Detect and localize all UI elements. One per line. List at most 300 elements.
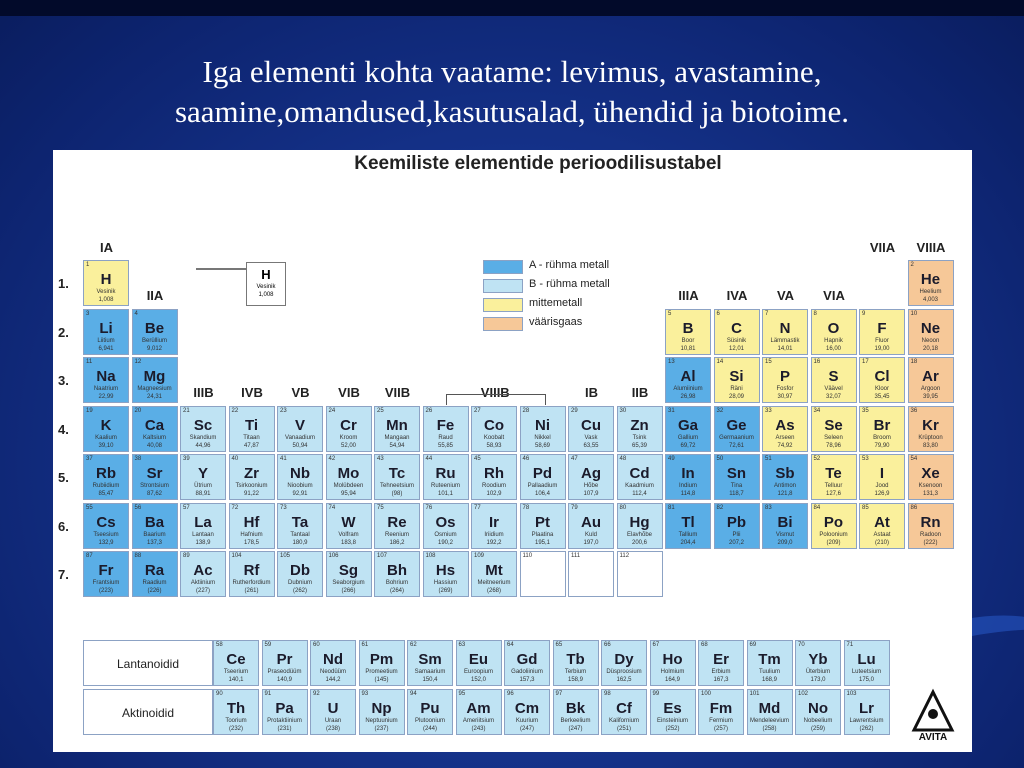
atomic-number: 103: [846, 690, 857, 697]
element-name: Luteetsium: [851, 669, 882, 675]
element-name: Tseesium: [93, 531, 119, 538]
element-name: Tallium: [678, 531, 698, 538]
element-cell-Pt: [520, 503, 566, 549]
group-label: VA: [776, 288, 795, 303]
atomic-number: 102: [798, 690, 809, 697]
atomic-mass: (222): [923, 539, 938, 546]
element-cell-N: [762, 309, 808, 355]
element-symbol: Rb: [96, 465, 116, 482]
element-name: Kalifornium: [608, 717, 639, 724]
slide-title-line-1: Iga elementi kohta vaatame: levimus, avastamine,: [202, 54, 822, 89]
series-cell-Sm: [407, 640, 453, 686]
group-label: VIIA: [869, 239, 896, 255]
atomic-number: 108: [425, 553, 436, 559]
group-label: VIIIB: [480, 385, 510, 400]
period-label: 3.: [58, 373, 69, 388]
element-symbol: Am: [466, 699, 491, 717]
element-name: Titaan: [243, 434, 260, 441]
series-cell-Pr: [262, 640, 308, 686]
element-symbol: Cu: [581, 416, 601, 434]
element-cell-Ac: [180, 551, 226, 597]
element-name: Nioobium: [287, 483, 313, 489]
element-symbol: Zr: [244, 465, 259, 482]
element-name: Mendeleevium: [749, 717, 790, 724]
element-name: Indium: [678, 483, 697, 489]
atomic-mass: 72,61: [728, 442, 744, 449]
element-cell-Se: [811, 406, 857, 452]
series-cell-Cm: [504, 689, 550, 735]
atomic-number: 39: [183, 456, 190, 462]
series-cell-Am: [456, 689, 502, 735]
series-cell-Er: [698, 640, 744, 686]
series-cell-Ho: [650, 640, 696, 686]
element-name: Uraan: [324, 717, 342, 724]
atomic-mass: 121,8: [777, 491, 793, 497]
element-name: Telluur: [824, 483, 843, 489]
atomic-mass: 138,9: [195, 539, 211, 546]
element-symbol: Ra: [144, 562, 165, 579]
element-cell-Br: [859, 406, 905, 452]
atomic-number: 22: [231, 407, 239, 414]
element-cell-Tc: [374, 454, 420, 500]
atomic-number: 18: [910, 359, 918, 365]
element-symbol: Cs: [96, 513, 116, 531]
element-cell-Si: [714, 357, 760, 403]
period-label: 2.: [58, 324, 69, 340]
element-cell-Tl: [665, 503, 711, 549]
element-cell-Ba: [132, 503, 178, 549]
atomic-number: 24: [328, 407, 336, 414]
element-name: Iriidium: [484, 531, 504, 538]
element-symbol: Lu: [857, 651, 876, 668]
atomic-number: 70: [798, 642, 805, 648]
element-name: Promeetium: [365, 669, 398, 675]
series-cell-Lr: [844, 689, 890, 735]
atomic-mass: 19,00: [874, 345, 890, 352]
element-name: Krüptoon: [918, 434, 943, 441]
element-name: Lämmastik: [770, 337, 800, 344]
series-cell-Th: [213, 689, 259, 735]
element-symbol: Xe: [921, 465, 940, 482]
element-symbol: Db: [290, 562, 310, 579]
element-symbol: Na: [96, 368, 116, 385]
element-name: Nobeelium: [803, 717, 833, 724]
element-cell-Cu: [568, 406, 614, 452]
element-name: Naatrium: [93, 386, 119, 392]
atomic-number: 41: [280, 456, 287, 462]
atomic-mass: 4,003: [922, 297, 938, 303]
atomic-number: 1: [86, 262, 90, 268]
atomic-mass: (247): [519, 725, 534, 732]
element-name: Kaalium: [95, 434, 117, 441]
element-symbol: Tc: [388, 465, 406, 482]
element-cell-Cd: [617, 454, 663, 500]
atomic-number: 23: [280, 407, 287, 414]
element-name: Molübdeen: [333, 483, 364, 489]
atomic-mass: 14,01: [777, 345, 793, 352]
element-name: Vanaadium: [285, 434, 315, 441]
element-symbol: Os: [435, 513, 456, 531]
element-name: Kuld: [584, 531, 597, 538]
atomic-mass: 102,9: [486, 491, 502, 497]
series-cell-Cf: [601, 689, 647, 735]
element-name: Fosfor: [776, 386, 794, 392]
element-symbol: Np: [371, 699, 392, 717]
element-name: Elavhõbe: [626, 531, 653, 538]
atomic-number: 25: [377, 407, 384, 414]
element-cell-Re: [374, 503, 420, 549]
atomic-mass: 24,31: [146, 394, 162, 400]
atomic-number: 90: [216, 690, 223, 697]
atomic-number: 61: [361, 642, 369, 648]
element-symbol: Pd: [532, 465, 553, 482]
series-cell-Lu: [844, 640, 890, 686]
atomic-mass: 69,72: [680, 442, 696, 449]
element-name: Kroom: [339, 434, 358, 441]
element-symbol: Se: [824, 416, 843, 434]
atomic-mass: 26,98: [680, 394, 696, 400]
atomic-mass: 54,94: [389, 442, 405, 449]
group-label: VIIIA: [916, 239, 946, 255]
series-cell-Tm: [747, 640, 793, 686]
atomic-number: 52: [813, 456, 821, 462]
element-symbol: No: [808, 699, 828, 717]
element-symbol: S: [828, 368, 839, 385]
element-name: Osmium: [434, 531, 457, 538]
atomic-number: 72: [231, 504, 239, 511]
atomic-number: 14: [716, 359, 724, 365]
series-cell-Bk: [553, 689, 599, 735]
atomic-mass: 144,2: [325, 677, 341, 683]
element-name: Kloor: [874, 386, 889, 392]
element-symbol: V: [294, 416, 305, 434]
atomic-mass: 79,90: [874, 442, 890, 449]
atomic-number: 65: [555, 642, 563, 648]
atomic-number: 62: [410, 642, 417, 648]
element-name: Fermium: [709, 717, 733, 724]
atomic-number: 80: [619, 504, 627, 511]
element-symbol: Sb: [775, 465, 795, 482]
element-name: Ameriitsium: [462, 717, 495, 724]
atomic-mass: 16,00: [825, 345, 841, 352]
atomic-mass: 118,7: [729, 491, 744, 497]
key-mass: 1,008: [258, 292, 274, 298]
element-cell-112: [617, 551, 663, 597]
element-name: Broom: [873, 434, 891, 441]
atomic-number: 49: [668, 456, 675, 462]
element-symbol: Sn: [726, 465, 747, 482]
element-symbol: Rf: [243, 562, 260, 579]
atomic-number: 53: [862, 456, 869, 462]
element-cell-Al: [665, 357, 711, 403]
atomic-number: 92: [313, 690, 320, 697]
element-symbol: P: [779, 368, 790, 385]
element-name: Hapnik: [824, 337, 843, 344]
element-cell-Ag: [568, 454, 614, 500]
element-name: Strontsium: [140, 483, 169, 489]
element-cell-Sn: [714, 454, 760, 500]
element-cell-Pd: [520, 454, 566, 500]
group-label: VB: [291, 385, 310, 400]
element-name: Ksenoon: [918, 483, 943, 489]
element-name: Kaltsium: [142, 434, 166, 441]
atomic-mass: 114,8: [680, 491, 696, 497]
element-cell-W: [326, 503, 372, 549]
atomic-number: 81: [668, 504, 675, 511]
atomic-mass: 158,9: [567, 677, 583, 683]
group-label: IA: [100, 239, 113, 255]
element-symbol: Al: [680, 368, 696, 385]
atomic-mass: 132,9: [98, 539, 114, 546]
element-name: Protaktiinium: [267, 717, 302, 724]
element-symbol: Mo: [337, 465, 360, 482]
element-cell-Pb: [714, 503, 760, 549]
key-name: Vesinik: [256, 284, 276, 290]
element-symbol: Bk: [565, 699, 586, 717]
element-cell-Te: [811, 454, 857, 500]
element-name: Baarium: [143, 531, 166, 538]
publisher-logo-text: AVITA: [918, 732, 948, 743]
element-symbol: Cf: [616, 699, 632, 717]
element-symbol: Re: [387, 513, 407, 531]
element-cell-Kr: [908, 406, 954, 452]
atomic-number: 37: [86, 456, 93, 462]
element-cell-V: [277, 406, 323, 452]
element-symbol: Sm: [418, 651, 442, 668]
element-cell-Ca: [132, 406, 178, 452]
atomic-mass: 85,47: [98, 491, 114, 497]
atomic-number: 63: [458, 642, 466, 648]
element-symbol: Dy: [614, 651, 634, 668]
element-name: Argoon: [920, 386, 941, 392]
atomic-number: 74: [328, 504, 336, 511]
element-cell-Sg: [326, 551, 372, 597]
element-cell-Sc: [180, 406, 226, 452]
element-cell-Mo: [326, 454, 372, 500]
group-label: IIIA: [678, 288, 699, 303]
group-label: VIA: [823, 288, 845, 303]
element-cell-Bi: [762, 503, 808, 549]
atomic-number: 30: [619, 407, 627, 414]
atomic-mass: 55,85: [437, 442, 453, 449]
element-cell-Fe: [423, 406, 469, 452]
atomic-number: 71: [846, 642, 854, 648]
atomic-number: 93: [361, 690, 369, 697]
atomic-number: 17: [862, 359, 869, 365]
atomic-number: 64: [507, 642, 514, 648]
element-name: Germaanium: [719, 434, 754, 441]
atomic-number: 109: [474, 553, 485, 559]
atomic-number: 83: [765, 504, 772, 511]
atomic-mass: 173,0: [810, 677, 826, 683]
element-name: Raud: [438, 434, 453, 441]
atomic-number: 84: [813, 504, 821, 511]
atomic-mass: 10,81: [680, 345, 696, 352]
element-symbol: Tb: [566, 651, 585, 668]
atomic-mass: 112,4: [632, 491, 647, 497]
atomic-mass: (262): [292, 588, 307, 594]
element-name: Lawrentsium: [849, 717, 884, 724]
atomic-number: 68: [701, 642, 708, 648]
element-symbol: W: [341, 513, 356, 531]
element-symbol: Er: [713, 651, 729, 668]
atomic-mass: (145): [374, 677, 389, 683]
element-cell-Y: [180, 454, 226, 500]
element-name: Hõbe: [583, 483, 599, 489]
element-symbol: Co: [484, 416, 504, 434]
element-cell-Xe: [908, 454, 954, 500]
element-cell-La: [180, 503, 226, 549]
element-symbol: Rn: [920, 513, 941, 531]
atomic-mass: 180,9: [292, 539, 308, 546]
element-cell-Zr: [229, 454, 275, 500]
legend-swatch: [483, 317, 523, 331]
atomic-mass: (226): [147, 588, 162, 594]
element-cell-Cs: [83, 503, 129, 549]
atomic-mass: 207,2: [728, 539, 744, 546]
series-cell-Eu: [456, 640, 502, 686]
atomic-number: 88: [134, 553, 142, 559]
group-label: IB: [585, 385, 598, 400]
atomic-number: 29: [571, 407, 578, 414]
atomic-mass: 9,012: [146, 345, 162, 352]
element-name: Mangaan: [384, 434, 410, 441]
atomic-mass: 140,1: [228, 677, 244, 683]
period-label: 6.: [58, 518, 69, 534]
element-symbol: Cd: [629, 465, 650, 482]
legend-swatch: [483, 260, 523, 274]
atomic-mass: 150,4: [422, 677, 438, 683]
element-name: Vesinik: [96, 289, 116, 295]
atomic-number: 69: [749, 642, 757, 648]
atomic-mass: 58,69: [534, 442, 550, 449]
top-bar: [0, 0, 1024, 16]
atomic-mass: 20,18: [922, 345, 938, 352]
element-cell-Cr: [326, 406, 372, 452]
atomic-mass: 58,93: [486, 442, 502, 449]
slide-title: [40, 52, 984, 132]
element-symbol: Ne: [920, 319, 941, 337]
element-name: Raadium: [142, 580, 167, 586]
element-cell-Co: [471, 406, 517, 452]
element-name: Heelium: [919, 289, 942, 295]
key-example-cell: [246, 262, 286, 306]
atomic-mass: 200,6: [631, 539, 647, 546]
atomic-number: 95: [458, 690, 466, 697]
element-symbol: Pt: [535, 513, 550, 531]
atomic-mass: (243): [471, 725, 486, 732]
element-name: Tina: [730, 483, 743, 489]
element-cell-Ge: [714, 406, 760, 452]
atomic-mass: 127,6: [825, 491, 841, 497]
element-symbol: Pm: [369, 651, 394, 668]
atomic-number: 77: [474, 504, 481, 511]
element-symbol: Hs: [435, 562, 456, 579]
element-name: Astaat: [873, 531, 891, 538]
atomic-mass: 126,9: [874, 491, 890, 497]
element-symbol: Nd: [323, 651, 343, 668]
element-cell-Rh: [471, 454, 517, 500]
atomic-number: 3: [86, 310, 90, 317]
atomic-number: 66: [604, 642, 611, 648]
element-cell-Ne: [908, 309, 954, 355]
element-cell-Li: [83, 309, 129, 355]
atomic-mass: 47,87: [243, 442, 259, 449]
atomic-number: 27: [474, 407, 481, 414]
atomic-mass: (257): [713, 725, 728, 732]
element-cell-Ti: [229, 406, 275, 452]
element-symbol: I: [879, 465, 885, 482]
series-cell-Fm: [698, 689, 744, 735]
element-name: Koobalt: [483, 434, 505, 441]
element-name: Euroopium: [463, 669, 493, 675]
group-label: IVB: [241, 385, 263, 400]
element-symbol: Es: [663, 699, 682, 717]
element-cell-Rb: [83, 454, 129, 500]
atomic-number: 101: [749, 690, 760, 697]
element-symbol: Sr: [146, 465, 163, 482]
atomic-mass: 88,91: [195, 491, 211, 497]
atomic-mass: 152,0: [470, 677, 486, 683]
element-symbol: Ar: [922, 368, 939, 385]
atomic-number: 36: [910, 407, 918, 414]
atomic-mass: 35,45: [874, 394, 890, 400]
element-symbol: Si: [729, 368, 744, 385]
element-name: Tehneetsium: [379, 483, 415, 489]
atomic-mass: 30,97: [777, 394, 793, 400]
element-name: Süsinik: [726, 337, 747, 344]
atomic-mass: (238): [325, 725, 340, 732]
atomic-number: 55: [86, 504, 93, 511]
element-name: Skandium: [189, 434, 217, 441]
legend-label: mittemetall: [529, 297, 583, 309]
element-name: Poloonium: [819, 531, 848, 538]
atomic-mass: (247): [568, 725, 583, 732]
period-label: 7.: [58, 567, 69, 582]
element-cell-He: [908, 260, 954, 306]
legend-label: A - rühma metall: [529, 259, 610, 271]
element-name: Berüllium: [141, 337, 167, 344]
element-symbol: Li: [99, 319, 113, 337]
atomic-number: 13: [668, 359, 675, 365]
element-name: Frantsium: [92, 580, 120, 586]
element-name: Plii: [732, 531, 741, 538]
element-name: Samaarium: [414, 669, 446, 675]
element-symbol: Ac: [193, 562, 213, 579]
atomic-number: 7: [765, 310, 769, 317]
atomic-mass: 78,96: [825, 442, 841, 449]
slide-title-line-2: saamine,omandused,kasutusalad, ühendid ja biotoime.: [174, 94, 850, 129]
element-cell-K: [83, 406, 129, 452]
element-cell-B: [665, 309, 711, 355]
atomic-number: 86: [910, 504, 918, 511]
series-cell-Yb: [795, 640, 841, 686]
element-cell-At: [859, 503, 905, 549]
atomic-number: 16: [813, 359, 821, 365]
element-cell-Mt: [471, 551, 517, 597]
atomic-number: 67: [652, 642, 660, 648]
element-name: Magneesium: [137, 386, 172, 392]
element-name: Rutherfordium: [232, 580, 271, 586]
element-symbol: Ba: [144, 513, 165, 531]
element-cell-C: [714, 309, 760, 355]
element-cell-Sb: [762, 454, 808, 500]
element-name: Kuurium: [515, 717, 539, 724]
atomic-number: 58: [216, 642, 223, 648]
atomic-mass: 12,01: [728, 345, 744, 352]
element-name: Seleen: [824, 434, 843, 441]
series-cell-Np: [359, 689, 405, 735]
